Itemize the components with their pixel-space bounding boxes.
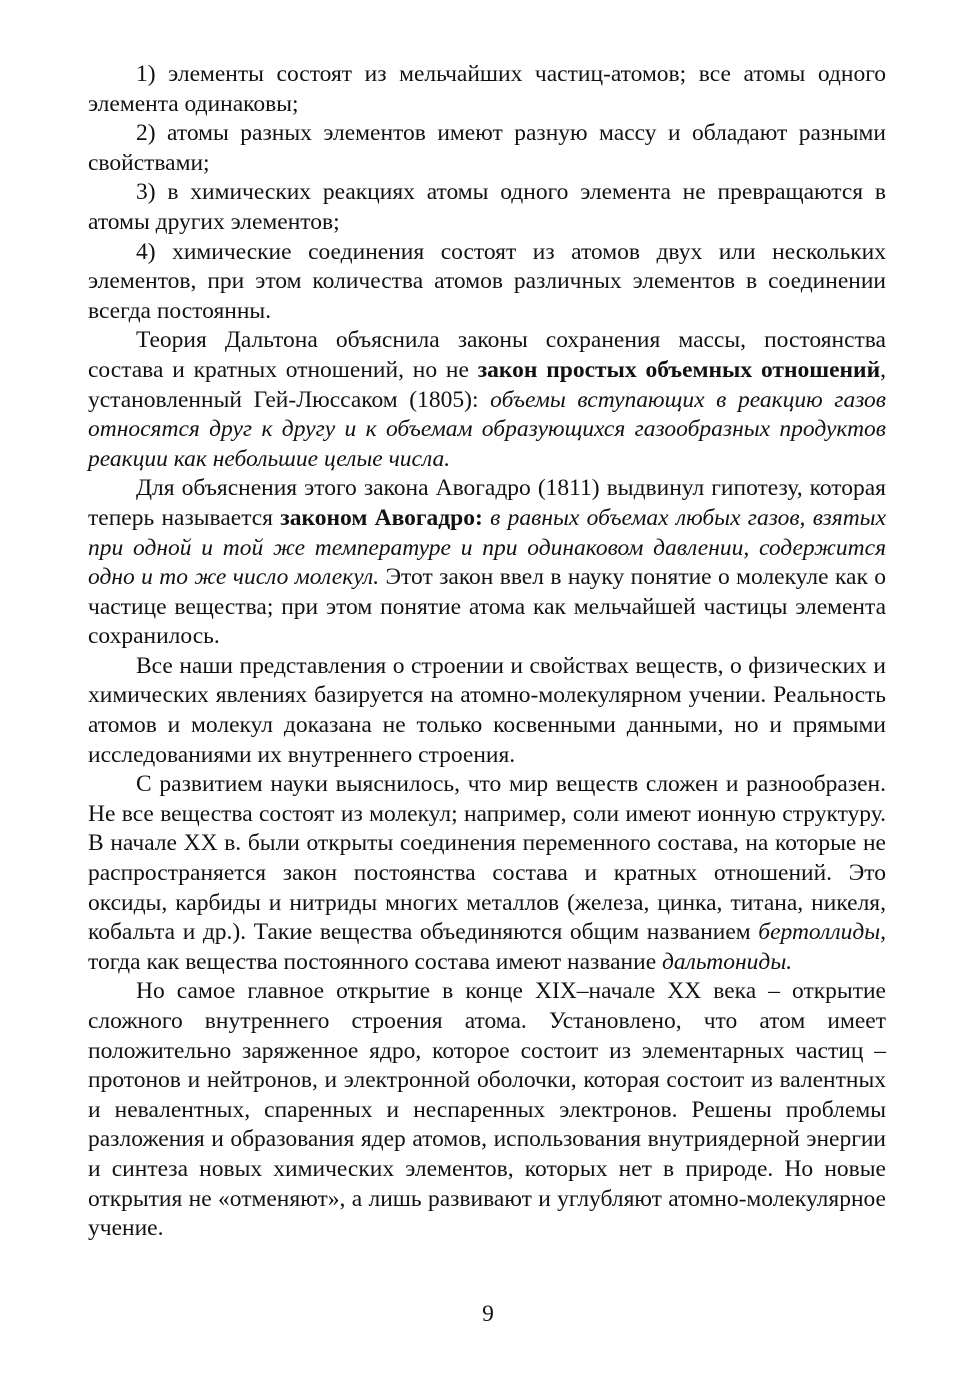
term-daltonides: дальтониды. xyxy=(662,948,793,975)
term-volume-ratios-law: закон простых объемных отношений xyxy=(477,356,881,383)
paragraph-dalton-theory xyxy=(88,326,886,474)
text-run: Для объяснения этого закона Авогадро (1811) выдвинул гипотезу, которая теперь называется xyxy=(88,475,886,531)
law-statement-avogadro: в равных объемах любых газов, взятых при одной и той же температуре и при одинаковом давлении, содержится одно и то же число молекул. xyxy=(88,504,887,591)
paragraph-avogadro xyxy=(88,474,886,652)
list-item-3: 3) в химических реакциях атомы одного элемента не превращаются в атомы других элементов; xyxy=(88,179,886,235)
page-number: 9 xyxy=(482,1301,494,1327)
text-run: тогда как вещества постоянного состава имеют название xyxy=(88,948,663,975)
text-run: С развитием науки выяснилось, что мир веществ сложен и разнообразен. Не все вещества состоят из молекул; например, соли имеют ионную структуру. В начале XX в. были открыты соединения переменного состава, на которые не распространяется закон постоянства состава и кратных отношений. Это оксиды, карбиды и нитриды многих металлов (железа, цинка, титана, никеля, кобальта и др.). Такие вещества объединяются общим названием xyxy=(88,771,886,946)
paragraph-atom-structure-discovery: Но самое главное открытие в конце XIX–начале XX века – открытие сложного внутреннего строения атома. Установлено, что атом имеет положительно заряженное ядро, которое состоит из элементарных частиц – протонов и нейтронов, и электронной оболочки, которая состоит из валентных и невалентных, спаренных и неспаренных электронов. Решены проблемы разложения и образования ядер атомов, использования внутриядерной энергии и синтеза новых химических элементов, которых нет в природе. Но новые открытия не «отменяют», а лишь развивают и углубляют атомно-молекулярное учение. xyxy=(88,978,886,1242)
law-statement-volume-ratios: объемы вступающих в реакцию газов относятся друг к другу и к объемам образующихся газообразных продуктов реакции как небольшие целые числа. xyxy=(88,386,887,472)
text-run: Этот закон ввел в науку понятие о молекуле как о частице вещества; при этом понятие атома как мельчайшей частицы элемента сохранилось. xyxy=(88,564,886,650)
term-avogadro-law: законом Авогадро: xyxy=(280,504,483,531)
paragraph-atomic-molecular-theory: Все наши представления о строении и свойствах веществ, о физических и химических явлениях базируется на атомно-молекулярном учении. Реальность атомов и молекул доказана не только косвенными данными, но и прямыми исследованиями их внутреннего строения. xyxy=(88,652,886,768)
list-item-2: 2) атомы разных элементов имеют разную массу и обладают разными свойствами; xyxy=(88,120,886,176)
list-item-4: 4) химические соединения состоят из атомов двух или нескольких элементов, при этом количества атомов различных элементов в соединении всегда постоянны. xyxy=(88,238,886,324)
text-run: , установленный Гей-Люссаком (1805): xyxy=(88,356,887,413)
term-berthollides: бертоллиды, xyxy=(758,919,886,946)
page-body xyxy=(88,60,886,1244)
text-run: Теория Дальтона объяснила законы сохранения массы, постоянства состава и кратных отношений, но не xyxy=(88,327,886,383)
paragraph-berthollides xyxy=(88,770,886,977)
list-item-1: 1) элементы состоят из мельчайших частиц-атомов; все атомы одного элемента одинаковы; xyxy=(88,61,886,117)
